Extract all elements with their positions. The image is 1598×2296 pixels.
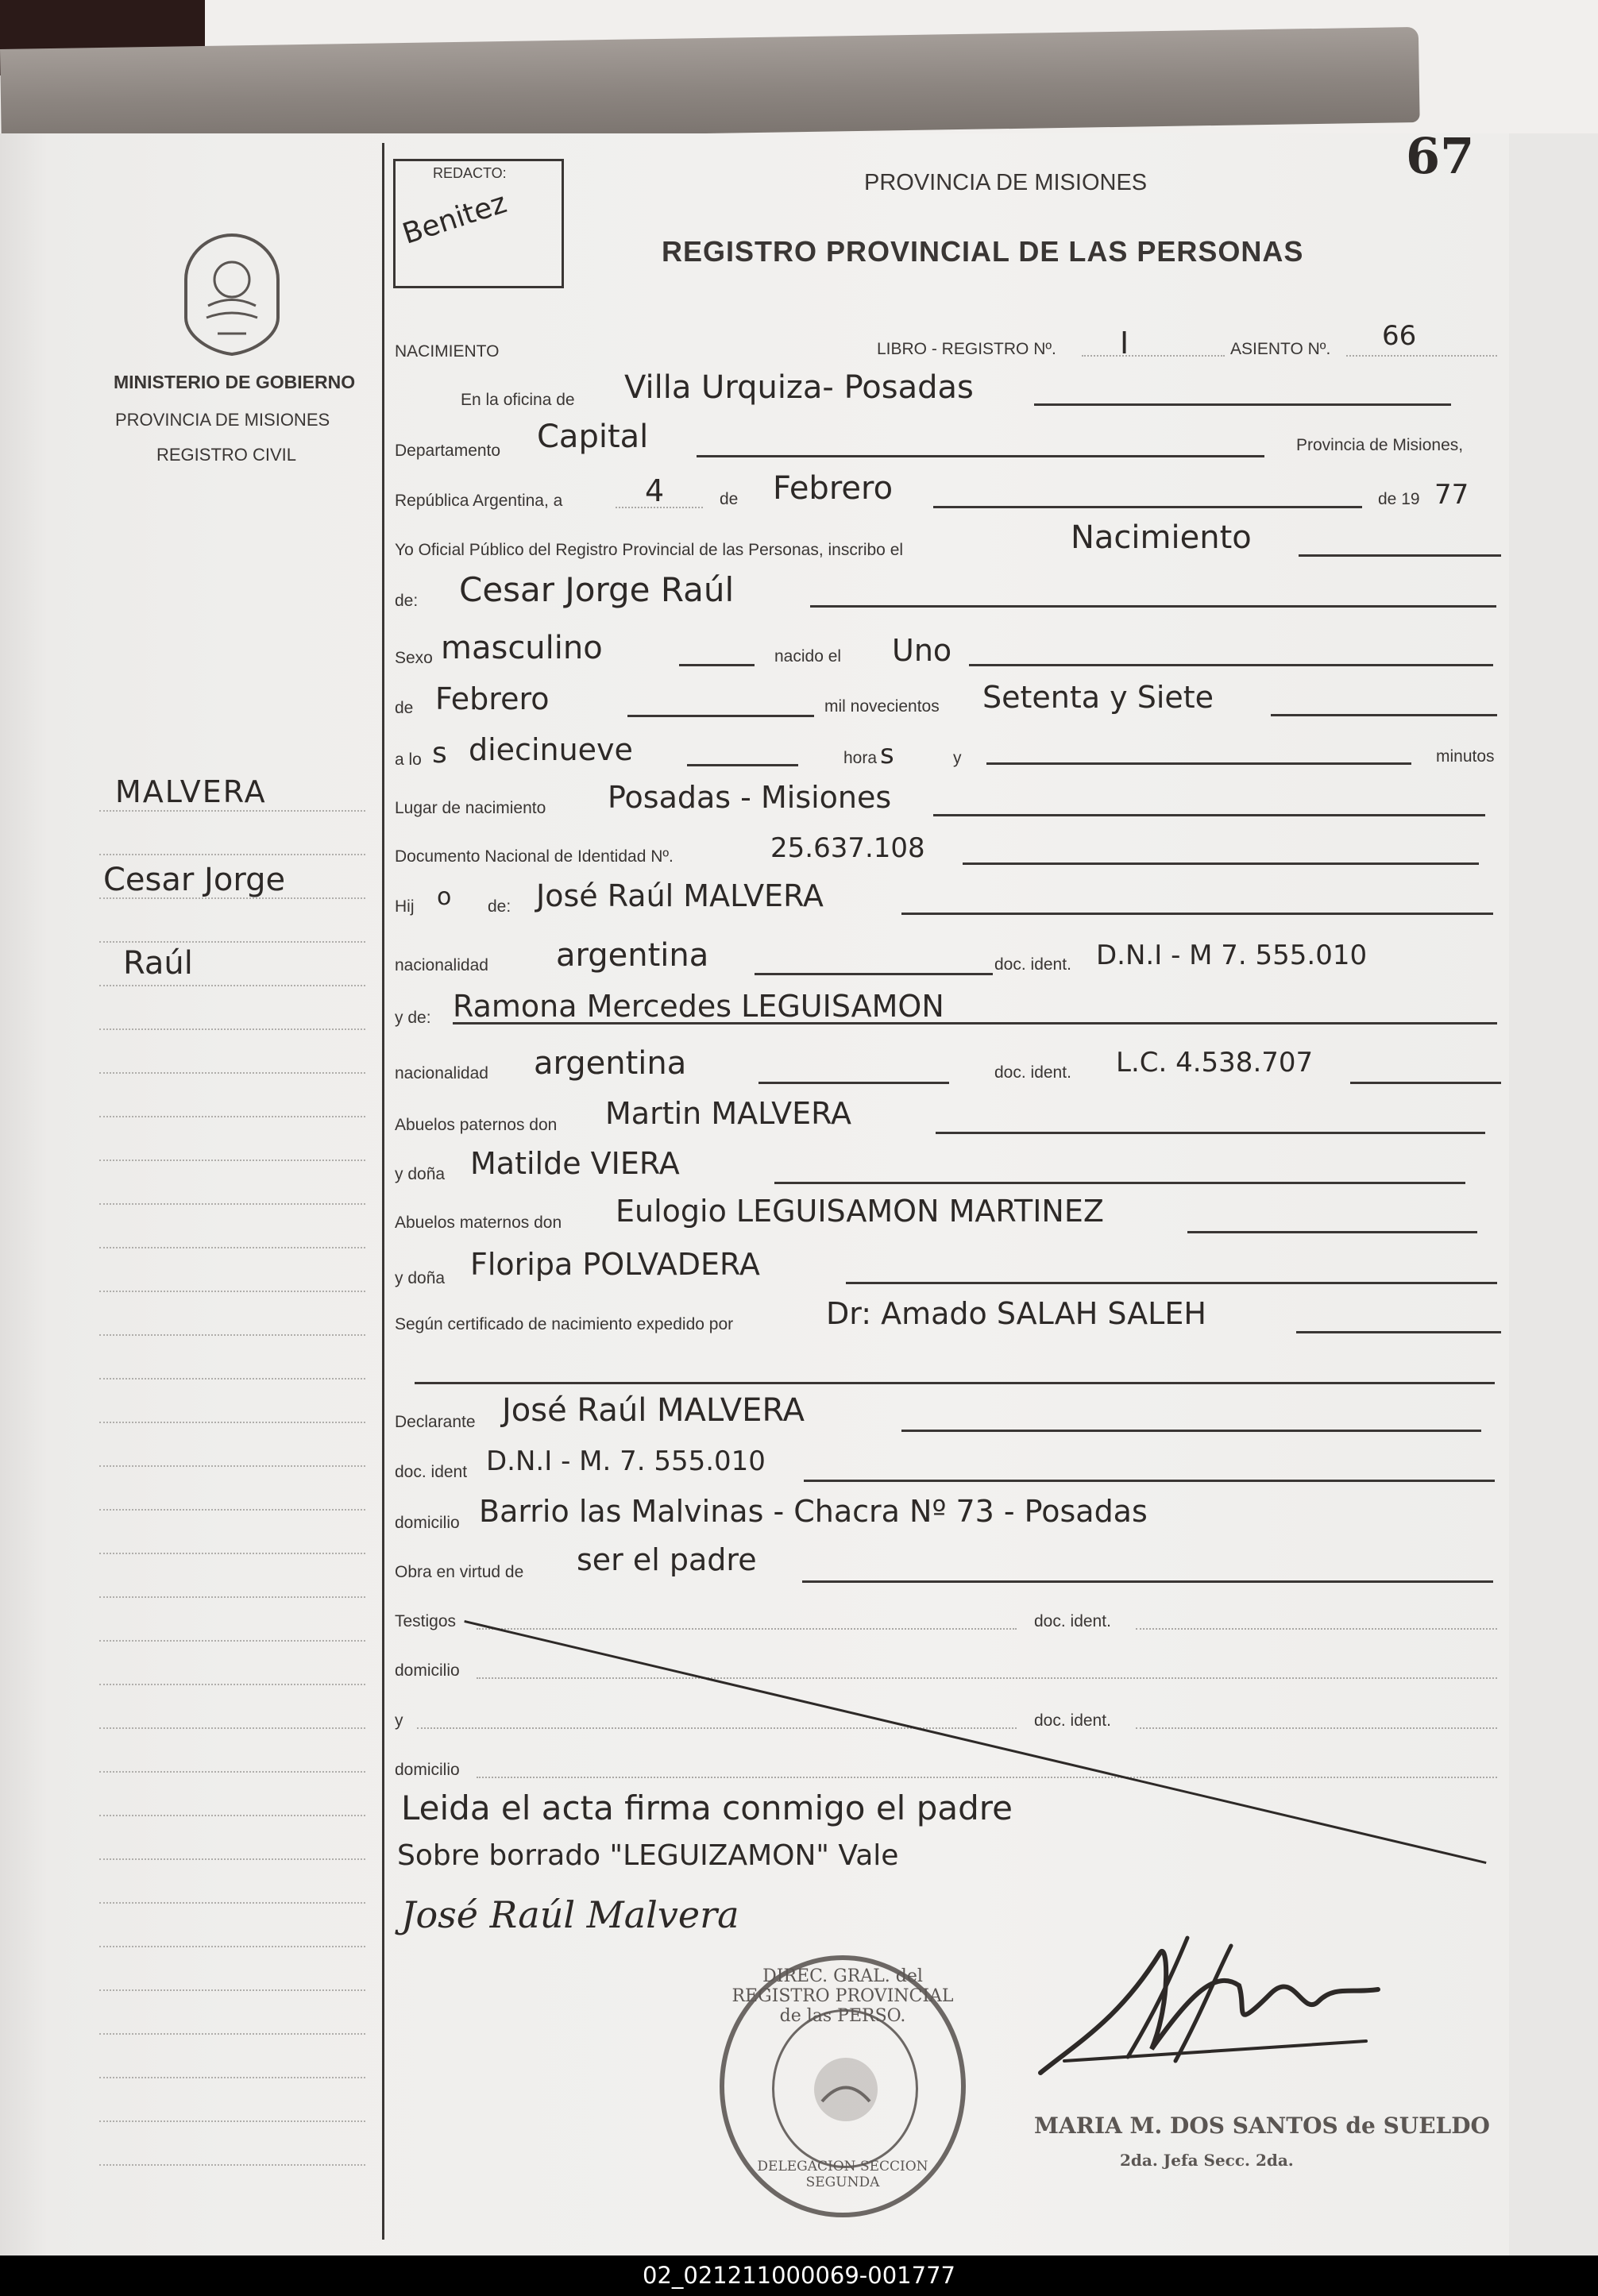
born-of-label: de: [395, 699, 414, 717]
born-month-value: Febrero: [435, 681, 550, 716]
mat-dona-label: y doña: [395, 1269, 446, 1287]
margin-rule: [99, 1465, 365, 1467]
born-label: nacido el: [774, 647, 842, 666]
dotted-line: [1136, 1727, 1497, 1729]
child-suffix: o: [437, 883, 452, 911]
underline: [901, 1430, 1481, 1432]
stamp-seal-icon: [802, 2046, 890, 2133]
dotted-line: [616, 507, 703, 508]
dotted-line: [1082, 355, 1225, 357]
underline: [933, 506, 1362, 508]
officer-name: MARIA M. DOS SANTOS de SUELDO: [1034, 2113, 1490, 2139]
mother-doc: L.C. 4.538.707: [1116, 1047, 1314, 1079]
book-value: I: [1120, 326, 1129, 361]
margin-rule: [99, 2033, 365, 2035]
margin-line: [382, 143, 384, 2240]
certificate-value: Dr: Amado SALAH SALEH: [826, 1296, 1206, 1331]
witness2-domicile-label: domicilio: [395, 1761, 460, 1779]
margin-rule: [99, 1771, 365, 1773]
name-value: Cesar Jorge Raúl: [459, 570, 735, 609]
underline: [810, 605, 1496, 608]
page-number: 67: [1406, 127, 1475, 185]
registered-value: Nacimiento: [1071, 519, 1252, 556]
at-label: a lo: [395, 751, 422, 769]
thousand-label: mil novecientos: [824, 697, 940, 716]
closing-line-1: Leida el acta firma conmigo el padre: [401, 1789, 1013, 1827]
closing-line-2: Sobre borrado "LEGUIZAMON" Vale: [397, 1839, 899, 1872]
redacto-label: REDACTO:: [433, 165, 507, 181]
footer-id: 02_021211000069-001777: [0, 2255, 1598, 2296]
underline: [804, 1480, 1495, 1482]
margin-rule: [99, 1553, 365, 1554]
born-day-value: Uno: [892, 633, 952, 668]
department-value: Capital: [537, 419, 649, 455]
underline: [1271, 714, 1497, 716]
underline: [846, 1282, 1497, 1284]
born-year-value: Setenta y Siete: [982, 680, 1214, 715]
underline: [627, 715, 814, 717]
witness-domicile-label: domicilio: [395, 1661, 460, 1680]
margin-rule: [99, 1946, 365, 1947]
witnesses-label: Testigos: [395, 1612, 457, 1630]
margin-rule: [99, 941, 365, 943]
mother-nationality-label: nacionalidad: [395, 1064, 488, 1082]
dotted-line: [477, 1628, 1017, 1630]
father-doc: D.N.I - M 7. 555.010: [1096, 940, 1368, 971]
underline: [1034, 403, 1451, 406]
margin-given-names: Cesar Jorge: [103, 862, 286, 898]
stamp-inner-text: DELEGACION SECCION SEGUNDA: [757, 2159, 928, 2190]
margin-rule: [99, 1422, 365, 1423]
domicile-value: Barrio las Malvinas - Chacra Nº 73 - Posadas: [479, 1494, 1148, 1529]
acts-label: Obra en virtud de: [395, 1563, 524, 1581]
and-label: y: [953, 749, 962, 767]
margin-rule: [99, 1203, 365, 1205]
margin-rule: [99, 1989, 365, 1991]
dotted-line: [477, 1777, 1497, 1778]
entry-value: 66: [1382, 320, 1417, 352]
minutes-label: minutos: [1436, 747, 1495, 766]
year-value: 77: [1434, 479, 1469, 511]
officer-signature-mark: [1033, 1922, 1382, 2089]
mat-grandmother: Floripa POLVADERA: [470, 1247, 760, 1282]
underline: [1299, 554, 1501, 557]
declarant-signature: José Raúl Malvera: [401, 1893, 739, 1936]
sidebar-ministry: MINISTERIO DE GOBIERNO: [114, 372, 356, 392]
department-label: Departamento: [395, 442, 501, 460]
margin-rule: [99, 1072, 365, 1074]
office-value: Villa Urquiza- Posadas: [624, 369, 974, 406]
office-label: En la oficina de: [461, 391, 575, 409]
mother-doc-label: doc. ident.: [994, 1063, 1071, 1082]
mother-label: y de:: [395, 1009, 431, 1027]
declarant-value: José Raúl MALVERA: [502, 1392, 805, 1429]
province-title: PROVINCIA DE MISIONES: [864, 170, 1148, 195]
dotted-line: [1346, 355, 1497, 357]
pat-grandparents-label: Abuelos paternos don: [395, 1116, 558, 1134]
margin-rule: [99, 1116, 365, 1117]
witness2-doc-label: doc. ident.: [1034, 1711, 1111, 1730]
margin-rule: [99, 1378, 365, 1380]
declarant-doc: D.N.I - M. 7. 555.010: [486, 1445, 766, 1477]
hours-label: hora: [843, 749, 878, 767]
underline: [802, 1580, 1493, 1583]
father-nationality: argentina: [556, 937, 709, 974]
margin-rule: [99, 1727, 365, 1729]
birthplace-value: Posadas - Misiones: [608, 780, 892, 815]
margin-rule: [99, 2120, 365, 2122]
birthplace-label: Lugar de nacimiento: [395, 799, 546, 817]
underline: [963, 862, 1479, 865]
margin-rule: [99, 1160, 365, 1161]
margin-rule: [99, 1858, 365, 1860]
dotted-line: [1136, 1628, 1497, 1630]
province-suffix: Provincia de Misiones,: [1296, 436, 1464, 454]
certificate-label: Según certificado de nacimiento expedido por: [395, 1315, 734, 1333]
pat-grandfather: Martin MALVERA: [605, 1096, 851, 1131]
witness2-label: y: [395, 1711, 403, 1730]
underline: [901, 913, 1493, 915]
republic-label: República Argentina, a: [395, 492, 563, 510]
page-right-edge: [1509, 133, 1598, 2255]
margin-rule: [99, 1684, 365, 1685]
redacto-value: Benitez: [398, 187, 511, 251]
margin-rule: [99, 810, 365, 812]
officer-title: 2da. Jefa Secc. 2da.: [1120, 2151, 1294, 2170]
underline: [969, 664, 1493, 666]
mat-grandfather: Eulogio LEGUISAMON MARTINEZ: [616, 1194, 1104, 1229]
margin-rule: [99, 1291, 365, 1292]
book-label: LIBRO - REGISTRO Nº.: [877, 340, 1056, 358]
underline: [758, 1082, 949, 1084]
dotted-line: [477, 1677, 1497, 1679]
sex-value: masculino: [441, 630, 603, 666]
underline: [774, 1182, 1465, 1184]
mother-nationality: argentina: [534, 1045, 687, 1082]
dni-value: 25.637.108: [770, 832, 925, 864]
margin-given-name-2: Raúl: [123, 945, 193, 982]
margin-rule: [99, 985, 365, 986]
child-of-label: de:: [488, 897, 511, 916]
year-label: de 19: [1378, 490, 1420, 508]
official-text: Yo Oficial Público del Registro Provincial de las Personas, inscribo el: [395, 541, 904, 559]
underline: [453, 1022, 1497, 1025]
pat-dona-label: y doña: [395, 1165, 446, 1183]
margin-surname: MALVERA: [115, 774, 267, 809]
underline: [933, 814, 1485, 816]
underline: [986, 762, 1411, 765]
margin-rule: [99, 1640, 365, 1642]
day-value: 4: [645, 473, 665, 508]
declarant-label: Declarante: [395, 1413, 476, 1431]
underline: [755, 973, 993, 975]
underline: [679, 664, 755, 666]
entry-label: ASIENTO Nº.: [1230, 340, 1331, 358]
child-label: Hij: [395, 897, 415, 916]
month-value: Febrero: [773, 470, 894, 507]
underline: [1350, 1082, 1501, 1084]
hours-suffix: s: [880, 739, 894, 770]
act-type-label: NACIMIENTO: [395, 342, 500, 361]
witness-doc-label: doc. ident.: [1034, 1612, 1111, 1630]
underline: [936, 1132, 1485, 1134]
official-stamp: [720, 1955, 966, 2217]
of-label: de: [720, 490, 739, 508]
margin-rule: [99, 1334, 365, 1336]
margin-rule: [99, 1902, 365, 1904]
registry-title: REGISTRO PROVINCIAL DE LAS PERSONAS: [662, 235, 1304, 268]
margin-rule: [99, 1509, 365, 1511]
stamp-outer-text: DIREC. GRAL. del REGISTRO PROVINCIAL de las PERSO.: [731, 1966, 954, 2026]
dni-label: Documento Nacional de Identidad Nº.: [395, 847, 674, 866]
provincial-seal-icon: [176, 230, 288, 357]
sidebar-province: PROVINCIA DE MISIONES: [115, 410, 330, 430]
margin-rule: [99, 1596, 365, 1598]
section-divider: [415, 1382, 1495, 1384]
name-of-label: de:: [395, 592, 419, 610]
declarant-doc-label: doc. ident: [395, 1463, 468, 1481]
margin-rule: [99, 2077, 365, 2078]
sex-label: Sexo: [395, 649, 433, 667]
hours-value: diecinueve: [469, 732, 633, 767]
mat-grandparents-label: Abuelos maternos don: [395, 1214, 562, 1232]
domicile-label: domicilio: [395, 1514, 460, 1532]
underline: [1296, 1331, 1501, 1333]
underline: [1187, 1231, 1477, 1233]
margin-rule: [99, 1815, 365, 1816]
margin-rule: [99, 854, 365, 855]
sidebar-registry: REGISTRO CIVIL: [156, 445, 297, 465]
acts-value: ser el padre: [577, 1542, 757, 1577]
margin-rule: [99, 1247, 365, 1248]
father-nationality-label: nacionalidad: [395, 956, 488, 974]
father-doc-label: doc. ident.: [994, 955, 1071, 974]
pat-grandmother: Matilde VIERA: [470, 1146, 680, 1181]
at-suffix: s: [432, 737, 447, 770]
underline: [697, 455, 1264, 457]
margin-rule: [99, 2164, 365, 2166]
margin-rule: [99, 1028, 365, 1030]
mother-value: Ramona Mercedes LEGUISAMON: [453, 989, 944, 1024]
father-value: José Raúl MALVERA: [536, 878, 824, 913]
underline: [687, 764, 798, 766]
